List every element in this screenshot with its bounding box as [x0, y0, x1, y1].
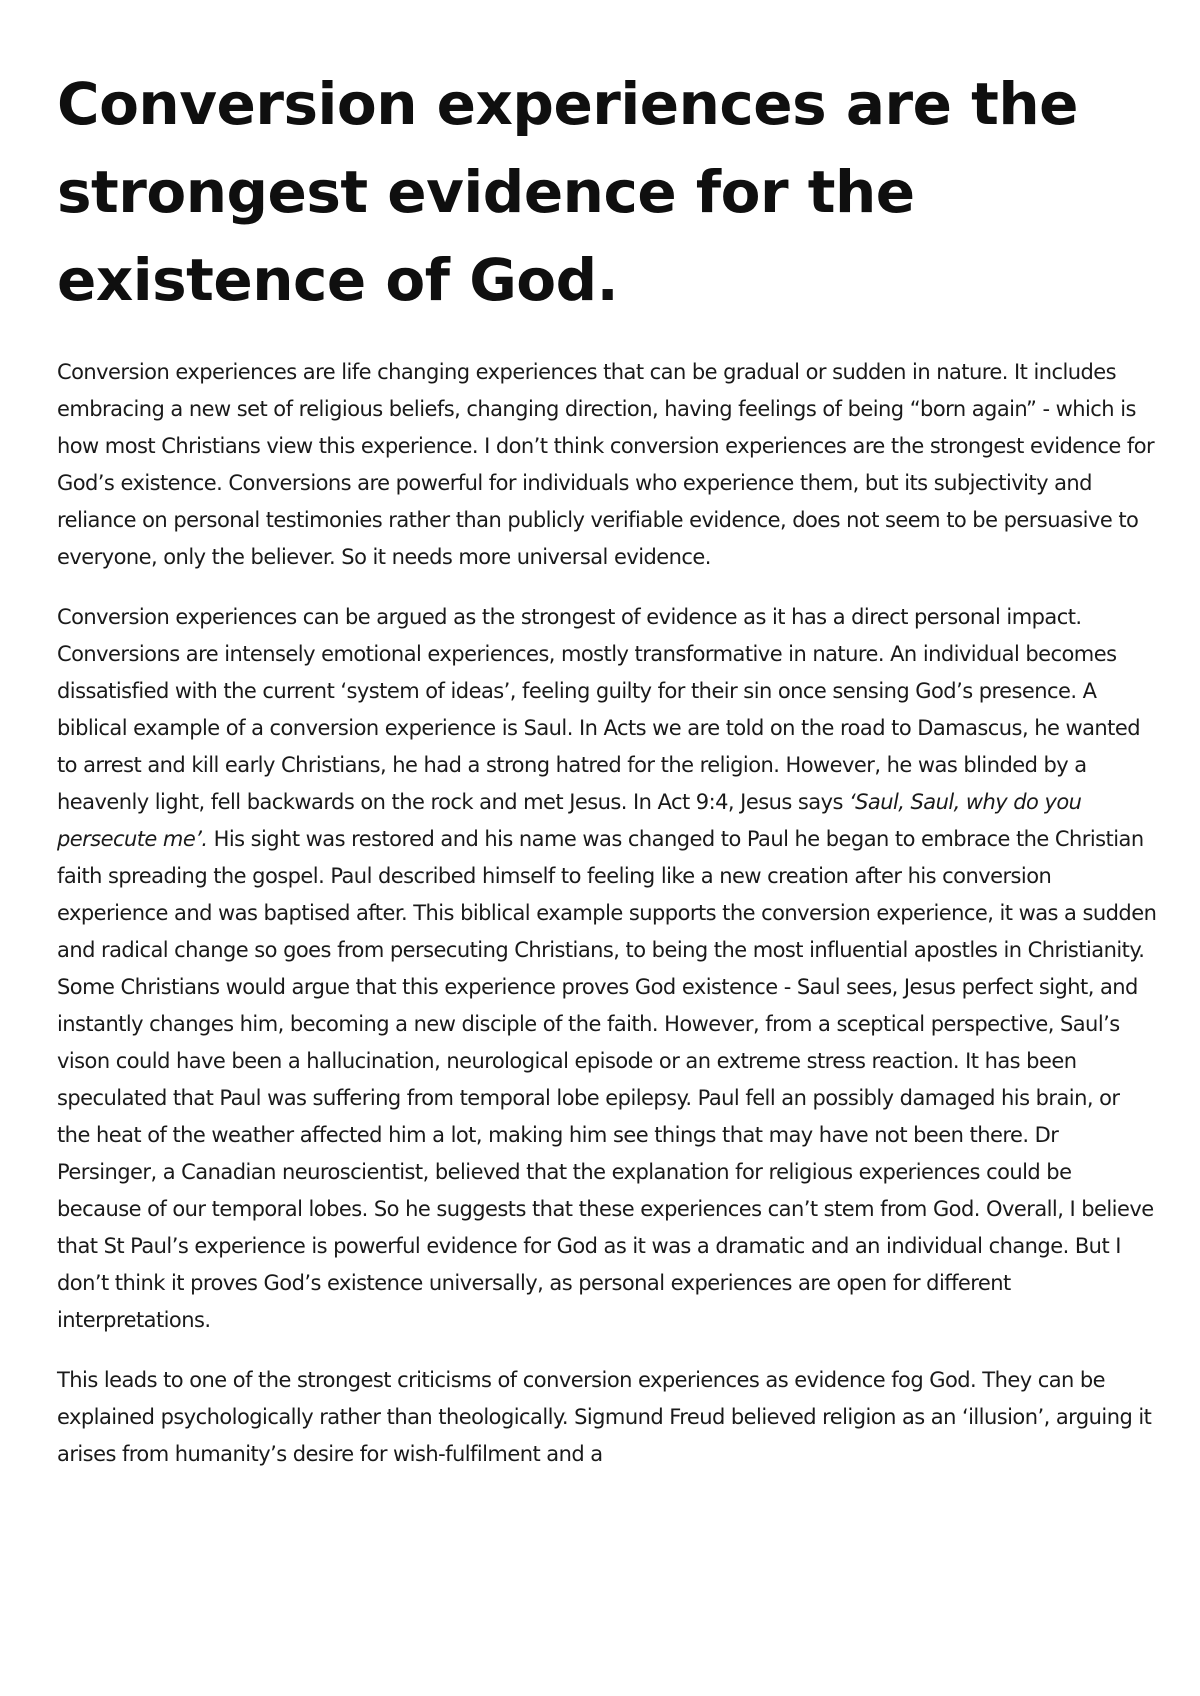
paragraph-intro: Conversion experiences are life changing experiences that can be gradual or sudden in nature. It includes embracing a new set of religious beliefs, changing direction, having feelings of being “born again” - which is how most Christians view this experience. I don’t think conversion experiences are the strongest evidence for God’s existence. Conversions are powerful for individuals who experience them, but its subjectivity and reliance on personal testimonies rather than publicly verifiable evidence, does not seem to be persuasive to everyone, only the believer. So it needs more universal evidence.	[57, 360, 1155, 569]
document-page	[57, 60, 1157, 1496]
paragraph-saul-text-end: His sight was restored and his name was changed to Paul he began to embrace the Christian faith spreading the gospel. Paul described himself to feeling like a new creation after his conversion experience and was baptised after. This biblical example supports the conversion experience, it was a sudden and radical change so goes from persecuting Christians, to being the most influential apostles in Christianity. Some Christians would argue that this experience proves God existence - Saul sees, Jesus perfect sight, and instantly changes him, becoming a new disciple of the faith. However, from a sceptical perspective, Saul’s vison could have been a hallucination, neurological episode or an extreme stress reaction. It has been speculated that Paul was suffering from temporal lobe epilepsy. Paul fell an possibly damaged his brain, or the heat of the weather affected him a lot, making him see things that may have not been there. Dr Persinger, a Canadian neuroscientist, believed that the explanation for religious experiences could be because of our temporal lobes. So he suggests that these experiences can’t stem from God. Overall, I believe that St Paul’s experience is powerful evidence for God as it was a dramatic and an individual change. But I don’t think it proves God’s existence universally, as personal experiences are open for different interpretations.	[57, 827, 1157, 1332]
paragraph-saul-text-start: Conversion experiences can be argued as the strongest of evidence as it has a direct personal impact. Conversions are intensely emotional experiences, mostly transformative in nature. An individual becomes dissatisfied with the current ‘system of ideas’, feeling guilty for their sin once sensing God’s presence. A biblical example of a conversion experience is Saul. In Acts we are told on the road to Damascus, he wanted to arrest and kill early Christians, he had a strong hatred for the religion. However, he was blinded by a heavenly light, fell backwards on the rock and met Jesus. In Act 9:4, Jesus says	[57, 605, 1140, 814]
bible-quote: ‘Saul, Saul, why do you persecute me’.	[57, 790, 1082, 851]
document-title: Conversion experiences are the strongest evidence for the existence of God.	[57, 70, 1078, 314]
paragraph-psychological-criticism: This leads to one of the strongest criticisms of conversion experiences as evidence fog God. They can be explained psychologically rather than theologically. Sigmund Freud believed religion as an ‘illusion’, arguing it arises from humanity’s desire for wish-fulfilment and a	[57, 1368, 1152, 1466]
paragraph-saul-example	[57, 599, 1157, 1339]
